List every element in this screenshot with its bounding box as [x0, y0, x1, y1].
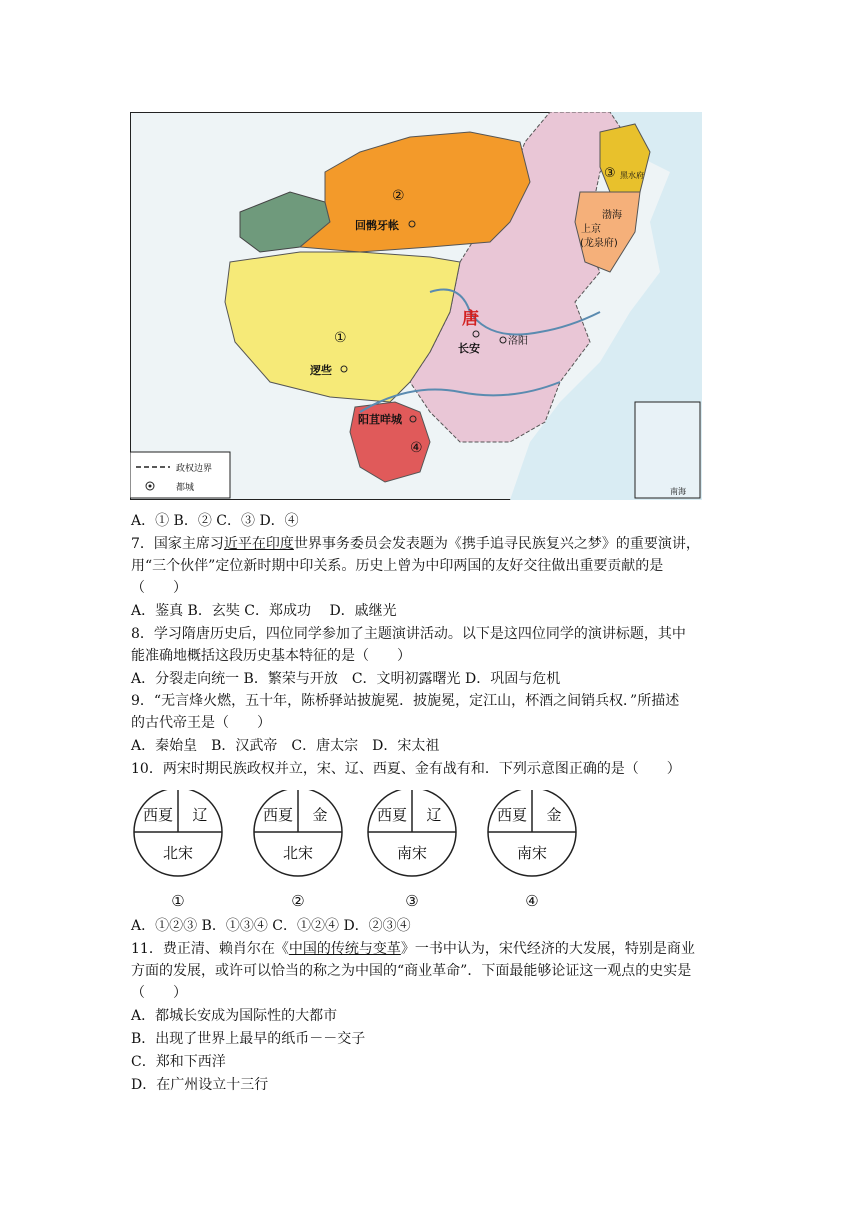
q11-option-a: A．都城长安成为国际性的大都市 [131, 1008, 338, 1024]
longquan-label: (龙泉府) [580, 238, 618, 249]
shangjing-label: 上京 [581, 224, 601, 235]
q7-line2: 用“三个伙伴”定位新时期中印关系。历史上曾为中印两国的友好交往做出重要贡献的是 [131, 558, 664, 574]
q7-line3: （ ） [131, 580, 187, 596]
capital-huihu: 回鹘牙帐 [355, 219, 399, 232]
legend-capital-label: 都城 [176, 483, 195, 493]
q10-diagram-bottom: 北宋 [162, 844, 194, 862]
q11-line2: 方面的发展，或许可以恰当的称之为中国的“商业革命”．下面最能够论证这一观点的史实是 [131, 963, 692, 979]
legend-border-label: 政权边界 [176, 464, 213, 474]
q11-option-b: B．出现了世界上最早的纸币－－交子 [131, 1031, 366, 1047]
q10-diagram-label: ④ [525, 892, 539, 910]
q10-diagram-right: 辽 [426, 806, 442, 824]
q10-line1: 10．两宋时期民族政权并立，宋、辽、西夏、金有战有和．下列示意图正确的是（ ） [131, 761, 681, 777]
q10-diagram-3 [368, 790, 456, 910]
region-4-label: ④ [410, 440, 423, 456]
q10-diagram-right: 金 [546, 806, 562, 824]
q8-line2: 能准确地概括这段历史基本特征的是（ ） [131, 648, 411, 664]
q10-diagram-right: 辽 [192, 806, 208, 824]
q7-options: A．鉴真 B．玄奘 C．郑成功 D．戚继光 [131, 603, 397, 619]
q8-options: A．分裂走向统一 B．繁荣与开放 C．文明初露曙光 D．巩固与危机 [131, 671, 561, 687]
q11-option-c: C．郑和下西洋 [131, 1054, 226, 1070]
city-luoyang: 洛阳 [508, 336, 528, 347]
q10-diagram-right: 金 [312, 806, 328, 824]
q10-diagram-bottom: 北宋 [282, 844, 314, 862]
q10-diagram-left: 西夏 [496, 806, 528, 824]
q10-diagram-label: ③ [405, 892, 419, 910]
q9-line1: 9．“无言烽火燃，五十年，陈桥驿站披旎冕．披旎冕，定江山，杯酒之间销兵权．”所描述 [131, 693, 680, 709]
q10-diagram-left: 西夏 [142, 806, 174, 824]
q10-diagram-left: 西夏 [262, 806, 294, 824]
region-2-label: ② [392, 188, 405, 204]
q11-line1: 11．费正清、赖肖尔在《中国的传统与变革》一书中认为，宋代经济的大发展，特别是商业 [131, 941, 695, 957]
q9-options: A．秦始皇 B．汉武帝 C．唐太宗 D．宋太祖 [131, 738, 440, 754]
bohai-label: 渤海 [602, 210, 622, 221]
q10-diagram-bottom: 南宋 [516, 844, 548, 862]
q10-diagram-label: ② [291, 892, 305, 910]
city-changan: 长安 [458, 342, 480, 355]
inset-label: 南海 [670, 487, 686, 496]
q6-options: A．① B．② C．③ D．④ [131, 513, 299, 529]
region-1-label: ① [334, 330, 347, 346]
q10-options: A．①②③ B．①③④ C．①②④ D．②③④ [131, 918, 411, 934]
q10-diagram-4 [488, 790, 576, 910]
q11-line3: （ ） [131, 985, 187, 1001]
capital-heishui: 黑水府 [620, 171, 644, 180]
q10-diagram-left: 西夏 [376, 806, 408, 824]
tang-era-map [130, 112, 702, 500]
q9-line2: 的古代帝王是（ ） [131, 715, 271, 731]
q11-option-d: D．在广州设立十三行 [131, 1077, 269, 1093]
capital-luoxie: 逻些 [310, 364, 332, 377]
region-3-label: ③ [604, 166, 616, 181]
q10-diagram-bottom: 南宋 [396, 844, 428, 862]
q7-line1: 7．国家主席习近平在印度世界事务委员会发表题为《携手追寻民族复兴之梦》的重要演讲， [131, 536, 700, 552]
q8-line1: 8．学习隋唐历史后，四位同学参加了主题演讲活动。以下是这四位同学的演讲标题，其中 [131, 626, 686, 642]
q10-diagrams [130, 790, 600, 910]
tang-label: 唐 [462, 309, 479, 329]
capital-yangju: 阳苴咩城 [358, 413, 402, 426]
q10-diagram-label: ① [171, 892, 185, 910]
q10-diagram-2 [254, 790, 342, 910]
q10-diagram-1 [134, 790, 222, 910]
